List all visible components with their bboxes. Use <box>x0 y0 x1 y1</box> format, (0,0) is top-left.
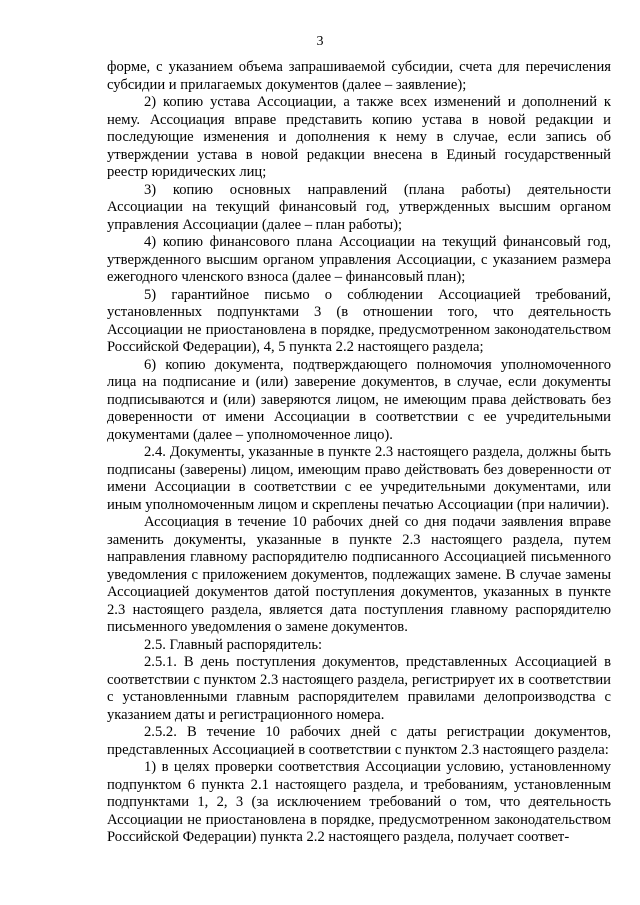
paragraph-item-2: 2) копию устава Ассоциации, а также всех изменений и дополнений к нему. Ассоциация вправе представить копию устава в новой редакции и последующие изменения и дополнения к нему в случае, если запись об утверждении устава в новой редакции внесена в Единый государственный реестр юридических лиц; <box>107 94 611 180</box>
document-body <box>107 59 611 847</box>
paragraph-item-4: 4) копию финансового плана Ассоциации на текущий финансовый год, утвержденного высшим органом управления Ассоциации, с указанием размера ежегодного членского взноса (далее – финансовый план); <box>107 234 611 285</box>
paragraph-item-6: 6) копию документа, подтверждающего полномочия уполномоченного лица на подписание и (или) заверение документов, в случае, если документы подписываются и (или) заверяются лицом, не имеющим права действовать без доверенности от имени Ассоциации в соответствии с ее учредительными документами (далее – уполномоченное лицо). <box>107 356 611 443</box>
paragraph-2-5-2: 2.5.2. В течение 10 рабочих дней с даты регистрации документов, представленных Ассоциацией в соответствии с пунктом 2.3 настоящего раздела: <box>107 724 611 758</box>
paragraph-item-5: 5) гарантийное письмо о соблюдении Ассоциацией требований, установленных подпунктами 3 (в отношении того, что деятельность Ассоциации не приостановлена в порядке, предусмотренном законодательством Российской Федерации), 4, 5 пункта 2.2 настоящего раздела; <box>107 286 611 355</box>
paragraph-2-5: 2.5. Главный распорядитель: <box>144 636 323 653</box>
paragraph-2-4: 2.4. Документы, указанные в пункте 2.3 настоящего раздела, должны быть подписаны (заверены) лицом, имеющим право действовать без доверенности от имени Ассоциации в соответствии с ее учредительными документами, или иным уполномоченным лицом и скреплены печатью Ассоциации (при наличии). <box>107 444 611 513</box>
paragraph-replacement: Ассоциация в течение 10 рабочих дней со дня подачи заявления вправе заменить документы, указанные в пункте 2.3 настоящего раздела, путем направления главному распорядителю подписанного Ассоциацией письменного уведомления с приложением документов, подлежащих замене. В случае замены Ассоциацией документов датой поступления документов, указанных в пункте 2.3 настоящего раздела, является дата поступления главному распорядителю письменного уведомления о замене документов. <box>107 514 611 635</box>
paragraph-continuation: форме, с указанием объема запрашиваемой субсидии, счета для перечисления субсидии и прилагаемых документов (далее – заявление); <box>107 59 611 93</box>
paragraph-2-5-2-item-1: 1) в целях проверки соответствия Ассоциации условию, установленному подпунктом 6 пункта 2.1 настоящего раздела, и требованиям, установленным подпунктами 1, 2, 3 (за исключением требований о том, что деятельность Ассоциации не приостановлена в порядке, предусмотренном законодательством Российской Федерации) пункта 2.2 настоящего раздела, получает соответ- <box>107 759 611 845</box>
page-number: 3 <box>316 34 324 49</box>
paragraph-2-5-1: 2.5.1. В день поступления документов, представленных Ассоциацией в соответствии с пунктом 2.3 настоящего раздела, регистрирует их в соответствии с установленными главным распорядителем правилами делопроизводства с указанием даты и регистрационного номера. <box>107 654 611 723</box>
paragraph-item-3: 3) копию основных направлений (плана работы) деятельности Ассоциации на текущий финансовый год, утвержденных высшим органом управления Ассоциации (далее – план работы); <box>107 181 611 233</box>
